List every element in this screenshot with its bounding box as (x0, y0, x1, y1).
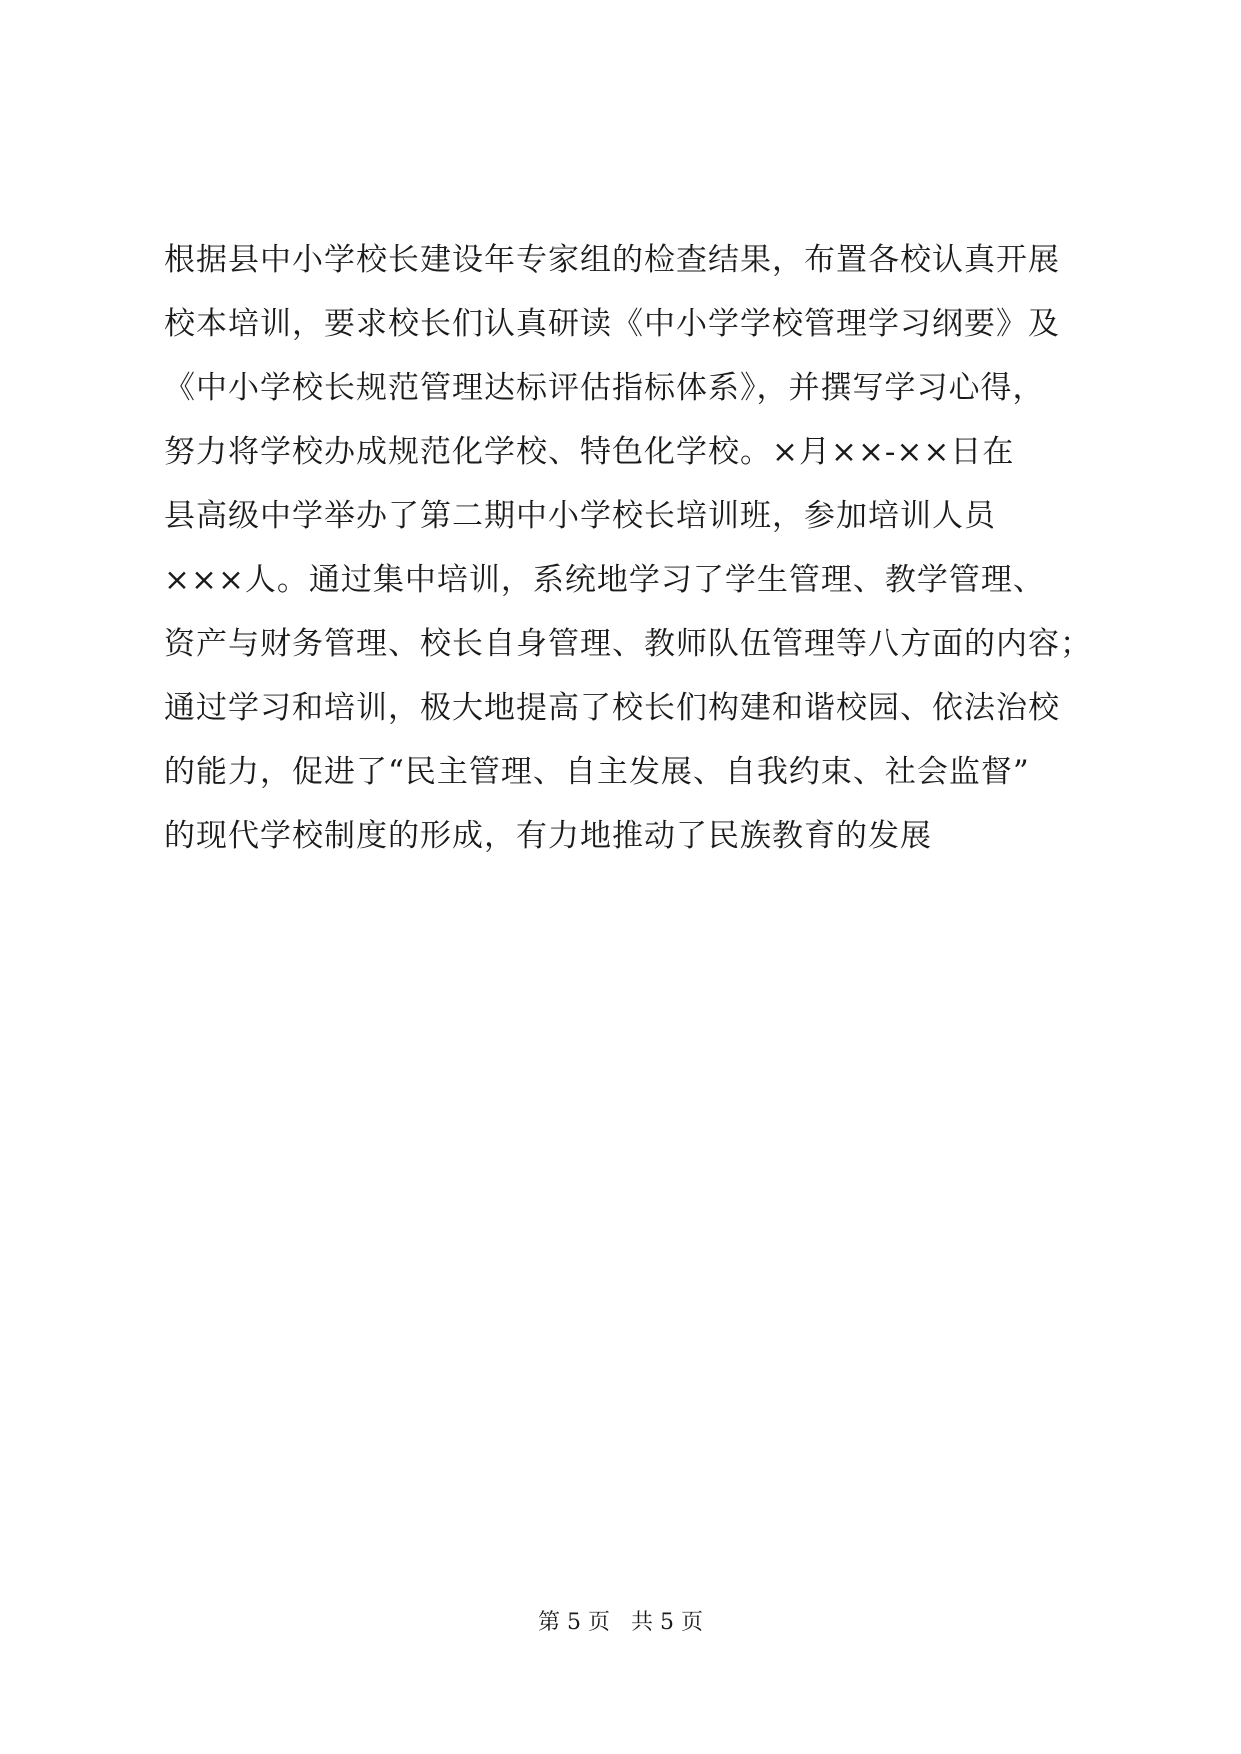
text-line: 根据县中小学校长建设年专家组的检查结果，布置各校认真开展 (164, 242, 1060, 278)
text-line: 的现代学校制度的形成，有力地推动了民族教育的发展 (164, 818, 932, 854)
page-number: 第 5 页 (538, 1610, 610, 1635)
text-line: ×××人。通过集中培训，系统地学习了学生管理、教学管理、 (164, 562, 1045, 598)
body-paragraph (164, 228, 1092, 868)
text-line: 通过学习和培训，极大地提高了校长们构建和谐校园、依法治校 (164, 690, 1060, 726)
text-line: 《中小学校长规范管理达标评估指标体系》，并撰写学习心得， (164, 370, 1045, 406)
page-footer (0, 1608, 1241, 1638)
text-line: 资产与财务管理、校长自身管理、教师队伍管理等八方面的内容； (164, 626, 1092, 662)
text-line: 的能力，促进了“民主管理、自主发展、自我约束、社会监督” (164, 754, 1030, 790)
text-line: 县高级中学举办了第二期中小学校长培训班，参加培训人员 (164, 498, 996, 534)
page-total: 共 5 页 (631, 1610, 703, 1635)
text-line: 努力将学校办成规范化学校、特色化学校。×月××-××日在 (164, 434, 1015, 470)
text-line: 校本培训，要求校长们认真研读《中小学学校管理学习纲要》及 (164, 306, 1060, 342)
